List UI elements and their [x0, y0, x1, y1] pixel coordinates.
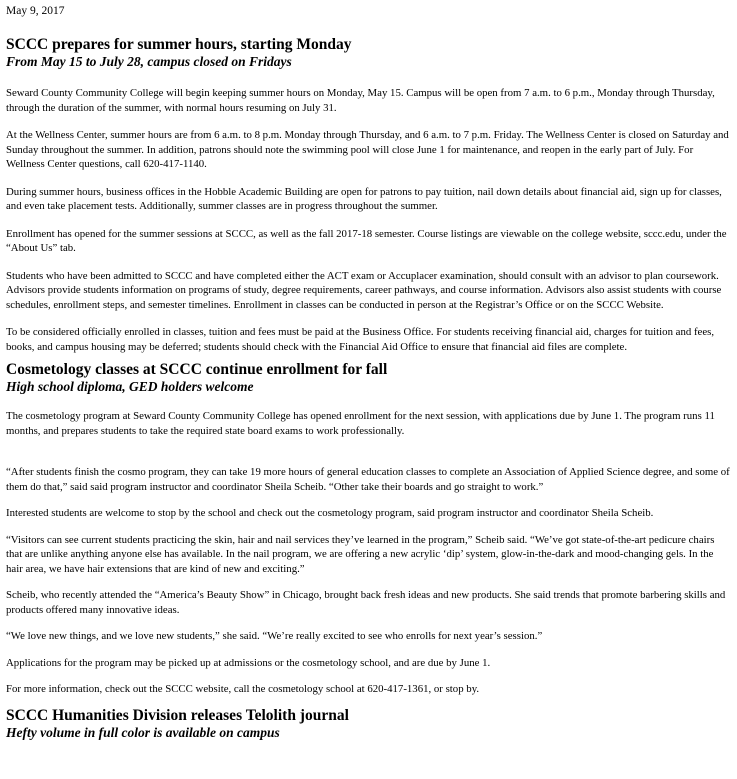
article-subhead: Hefty volume in full color is available on campus — [6, 724, 280, 740]
article-paragraph: Seward County Community College will begin keeping summer hours on Monday, May 15. Campus will be open from 7 a.m. to 6 p.m., Monday through Thursday, through the duration of the summer, with normal hours resuming on July 31. — [6, 87, 715, 114]
publish-date: May 9, 2017 — [6, 5, 65, 17]
article-headline: Cosmetology classes at SCCC continue enrollment for fall — [6, 361, 388, 378]
article-paragraph: “We love new things, and we love new students,” she said. “We’re really excited to see who enrolls for next year’s session.” — [6, 630, 543, 642]
article-cosmetology — [6, 361, 731, 697]
article-paragraph: “After students finish the cosmo program, they can take 19 more hours of general education classes to complete an Association of Applied Science degree, and some of them do that,” said said program instructor and coordinator Sheila Scheib. “Other take their boards and go straight to work.” — [6, 466, 730, 493]
article-paragraph: At the Wellness Center, summer hours are from 6 a.m. to 8 p.m. Monday through Thursday, and 6 a.m. to 7 p.m. Friday. The Wellness Center is closed on Saturday and Sunday throughout the summer. In addition, patrons should note the swimming pool will close June 1 for maintenance, and reopen in the early part of July. For Wellness Center questions, call 620-417-1140. — [6, 129, 729, 170]
article-summer-hours — [6, 36, 731, 354]
article-paragraph: Scheib, who recently attended the “America’s Beauty Show” in Chicago, brought back fresh ideas and new products. She said trends that promote barbering skills and products offered many innovative ideas. — [6, 589, 726, 616]
article-telolith — [6, 707, 731, 741]
article-headline: SCCC Humanities Division releases Telolith journal — [6, 706, 349, 724]
article-subhead: From May 15 to July 28, campus closed on Fridays — [6, 54, 292, 69]
article-paragraph: Applications for the program may be picked up at admissions or the cosmetology school, and are due by June 1. — [6, 656, 491, 669]
article-paragraph: Enrollment has opened for the summer sessions at SCCC, as well as the fall 2017-18 semester. Course listings are viewable on the college website, sccc.edu, under the “About Us” tab. — [6, 227, 727, 254]
article-paragraph: “Visitors can see current students practicing the skin, hair and nail services they’ve learned in the program,” Scheib said. “We’ve got state-of-the-art pedicure chairs that are unlike anything anyone else has available. In the nail program, we are offering a new acrylic ‘dip’ system, glow-in-the-dark and mood-changing gels. In the hair area, we have hair extensions that are kind of new and exciting.” — [6, 533, 715, 575]
article-paragraph: The cosmetology program at Seward County Community College has opened enrollment for the next session, with applications due by June 1. The program runs 11 months, and prepares students to take the required state board exams to work professionally. — [6, 410, 715, 437]
article-headline: SCCC prepares for summer hours, starting Monday — [6, 36, 352, 53]
article-paragraph: Students who have been admitted to SCCC and have completed either the ACT exam or Accuplacer examination, should consult with an advisor to plan coursework. Advisors provide students information on programs of study, degree requirements, career pathways, and course information. Advisors also assist students with course schedules, enrollment steps, and semester timelines. Enrollment in classes can be conducted in person at the Registrar’s Office or on the SCCC Website. — [6, 269, 722, 311]
article-paragraph: To be considered officially enrolled in classes, tuition and fees must be paid at the Business Office. For students receiving financial aid, charges for tuition and fees, books, and campus housing may be deferred; students should check with the Financial Aid Office to ensure that financial aid files are complete. — [6, 326, 715, 353]
document-page — [0, 4, 737, 741]
article-paragraph: Interested students are welcome to stop by the school and check out the cosmetology program, said program instructor and coordinator Sheila Scheib. — [6, 507, 654, 519]
article-paragraph: For more information, check out the SCCC website, call the cosmetology school at 620-417-1361, or stop by. — [6, 683, 480, 695]
article-subhead: High school diploma, GED holders welcome — [6, 379, 254, 394]
article-paragraph: During summer hours, business offices in the Hobble Academic Building are open for patrons to pay tuition, nail down details about financial aid, sign up for classes, and even take placement tests. Additionally, summer classes are in progress throughout the summer. — [6, 185, 722, 212]
